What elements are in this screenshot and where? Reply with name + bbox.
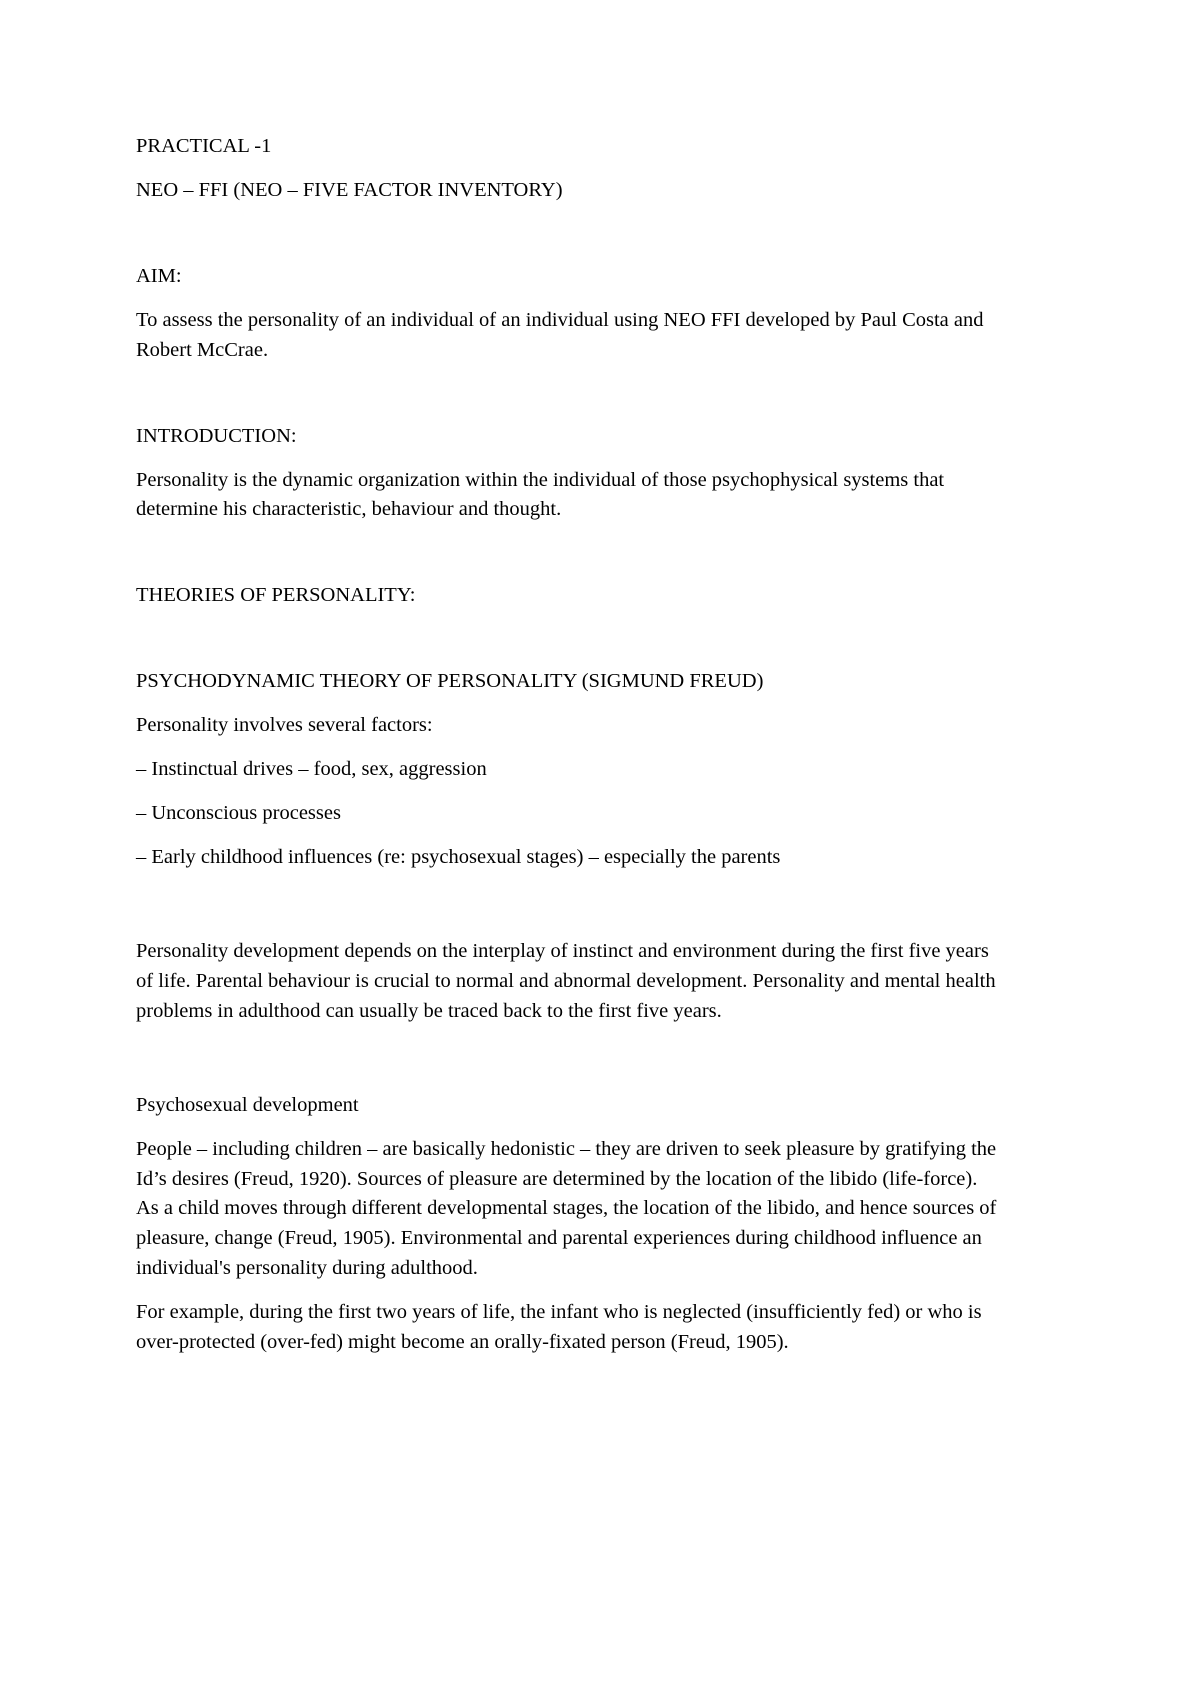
test-title: NEO – FFI (NEO – FIVE FACTOR INVENTORY) bbox=[136, 178, 563, 201]
psychosexual-paragraph-2: For example, during the first two years of life, the infant who is neglected (insufficiently fed) or who is over-protected (over-fed) might become an orally-fixated person (Freud, 1905). bbox=[136, 1301, 982, 1354]
practical-label: PRACTICAL -1 bbox=[136, 135, 272, 157]
spacer-after-aim bbox=[136, 380, 1000, 422]
theories-heading: THEORIES OF PERSONALITY: bbox=[136, 584, 416, 607]
psychosexual-paragraph-1: People – including children – are basically hedonistic – they are driven to seek pleasure by gratifying the Id’s desires (Freud, 1920). Sources of pleasure are determined by the location of the libido (life-force). As a child moves through different developmental stages, the location of the libido, and hence sources of pleasure, change (Freud, 1905). Environmental and parental experiences during childhood influence an individual's personality during adulthood. bbox=[136, 1137, 997, 1280]
spacer-after-introduction bbox=[136, 539, 1000, 581]
personality-development-paragraph: Personality development depends on the interplay of instinct and environment during the first five years of life. Parental behaviour is crucial to normal and abnormal development. Personality and mental health problems in adulthood can usually be traced back to the first five years. bbox=[136, 939, 996, 1022]
spacer-before-psychosexual bbox=[136, 1041, 1000, 1091]
psychodynamic-intro-line: Personality involves several factors: bbox=[136, 714, 433, 737]
list-item: – Early childhood influences (re: psychosexual stages) – especially the parents bbox=[136, 845, 781, 868]
psychosexual-heading: Psychosexual development bbox=[136, 1093, 359, 1116]
spacer-after-factors bbox=[136, 887, 1000, 937]
psychodynamic-heading: PSYCHODYNAMIC THEORY OF PERSONALITY (SIGMUND FREUD) bbox=[136, 670, 764, 693]
introduction-text: Personality is the dynamic organization within the individual of those psychophysical systems that determine his characteristic, behaviour and thought. bbox=[136, 468, 945, 521]
aim-heading: AIM: bbox=[136, 264, 182, 287]
spacer-after-theories bbox=[136, 625, 1000, 667]
list-item: – Unconscious processes bbox=[136, 802, 341, 825]
list-item: – Instinctual drives – food, sex, aggression bbox=[136, 758, 487, 781]
introduction-heading: INTRODUCTION: bbox=[136, 424, 297, 447]
document-body bbox=[136, 132, 1000, 1358]
aim-text: To assess the personality of an individual of an individual using NEO FFI developed by Paul Costa and Robert McCrae. bbox=[136, 308, 984, 361]
spacer-after-title bbox=[136, 220, 1000, 262]
